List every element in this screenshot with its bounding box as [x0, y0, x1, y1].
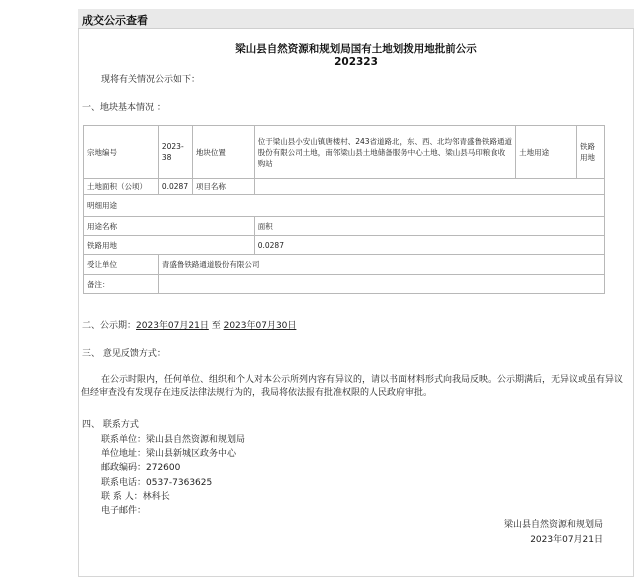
parcel-no-value: 2023-38 [158, 126, 192, 179]
parcel-no-label: 宗地编号 [84, 126, 159, 179]
parcel-info-table [83, 125, 605, 294]
table-row [84, 195, 605, 217]
use-value: 铁路用地 [576, 126, 604, 179]
period-start: 2023年07月21日 [136, 321, 209, 331]
use-label: 土地用途 [516, 126, 577, 179]
contact-address: 单位地址：梁山县新城区政务中心 [101, 449, 237, 459]
grantee-value: 青盛鲁铁路通道股份有限公司 [158, 255, 604, 275]
table-row [84, 217, 605, 236]
period-to: 至 [211, 321, 221, 331]
project-value [254, 179, 604, 195]
contact-unit: 联系单位：梁山县自然资源和规划局 [101, 435, 246, 445]
section1-heading: 一、地块基本情况 ： [82, 103, 166, 113]
contact-person: 联 系 人：林科长 [101, 492, 170, 502]
project-label: 项目名称 [192, 179, 254, 195]
location-label: 地块位置 [192, 126, 254, 179]
header-title: 成交公示查看 [82, 14, 148, 27]
table-row [84, 179, 605, 195]
document-number: 202323 [334, 56, 378, 68]
contact-phone: 联系电话：0537-7363625 [101, 478, 213, 488]
table-row [84, 275, 605, 294]
intro-text: 现将有关情况公示如下： [101, 75, 201, 85]
feedback-paragraph: 在公示时限内，任何单位、组织和个人对本公示所列内容有异议的，请以书面材料形式向我局反映。公示期满后，无异议或虽有异议但经审查没有发现存在违反法律法规行为的，我局将依法报有批准权限的人民政府审批。 [81, 375, 624, 398]
table-row [84, 255, 605, 275]
area-value: 0.0287 [158, 179, 192, 195]
section2-heading [82, 318, 296, 331]
table-row [84, 126, 605, 179]
section3-heading: 三、 意见反馈方式： [82, 349, 166, 359]
railway-label: 铁路用地 [84, 236, 255, 255]
signature-date: 2023年07月21日 [530, 535, 603, 545]
document-title: 梁山县自然资源和规划局国有土地划拨用地批前公示 [235, 43, 477, 55]
size-label: 面积 [254, 217, 604, 236]
location-value: 位于梁山县小安山镇唐楼村、243省道路北，东、西、北均邻青盛鲁铁路通道股份有限公司土地，南邻梁山县土地储备服务中心土地、梁山县马印粮食收购站 [254, 126, 515, 179]
page-header [78, 9, 634, 29]
remark-label: 备注： [84, 275, 159, 294]
period-end: 2023年07月30日 [223, 321, 297, 331]
detail-use-label: 明细用途 [84, 195, 605, 217]
contact-email: 电子邮件： [101, 506, 147, 516]
railway-value: 0.0287 [254, 236, 604, 255]
grantee-label: 受让单位 [84, 255, 159, 275]
table-row [84, 236, 605, 255]
remark-value [158, 275, 604, 294]
use-name-label: 用途名称 [84, 217, 255, 236]
contact-postcode: 邮政编码：272600 [101, 463, 181, 473]
announcement-panel [78, 29, 634, 577]
area-label: 土地面积（公顷） [84, 179, 159, 195]
section4-heading: 四、 联系方式 [82, 420, 139, 430]
signature-org: 梁山县自然资源和规划局 [503, 520, 603, 530]
period-label: 二、公示期： [82, 321, 137, 331]
